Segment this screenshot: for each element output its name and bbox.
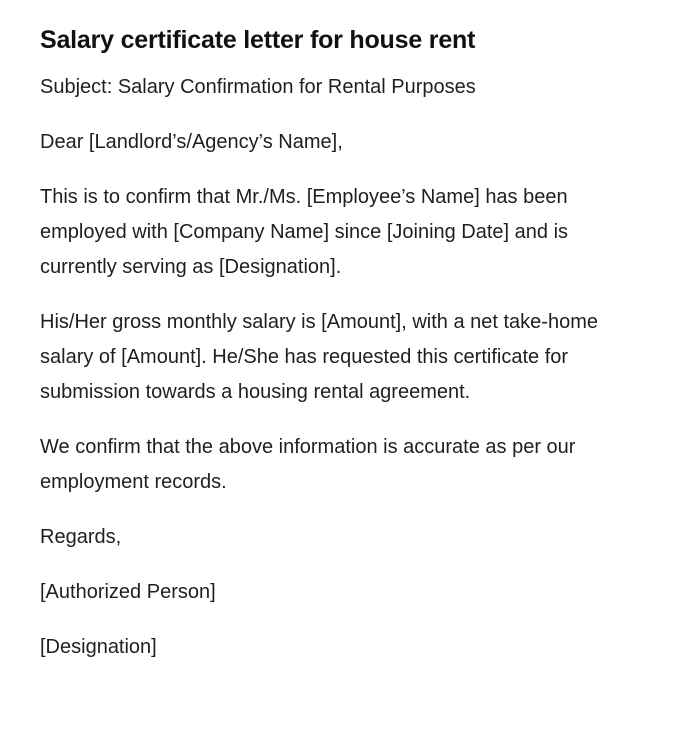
signer-name: [Authorized Person] [40,581,216,603]
body-paragraph-employment: This is to confirm that Mr./Ms. [Employee’s Name] has been employed with [Company Name] since [Joining Date] and is currently serving as [Designation]. [40,186,569,278]
subject-line: Subject: Salary Confirmation for Rental Purposes [40,76,476,98]
salutation: Dear [Landlord’s/Agency’s Name], [40,131,343,153]
closing: Regards, [40,526,122,548]
signer-designation: [Designation] [40,636,157,658]
document-title: Salary certificate letter for house rent [40,26,476,54]
body-paragraph-salary: His/Her gross monthly salary is [Amount], with a net take-home salary of [Amount]. He/She has requested this certificate for submission towards a housing rental agreement. [40,311,598,403]
letter-document [40,22,640,685]
body-paragraph-confirmation: We confirm that the above information is accurate as per our employment records. [40,436,576,493]
